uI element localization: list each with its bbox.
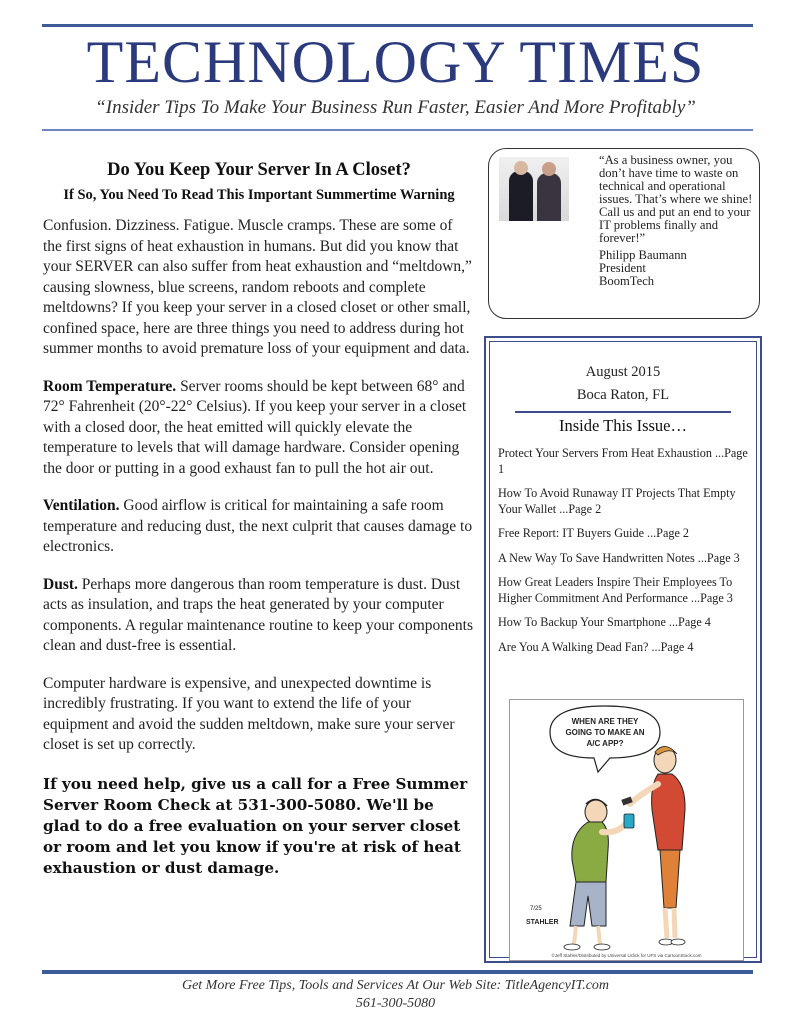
article-subtitle: If So, You Need To Read This Important Summertime Warning [63, 187, 455, 203]
quote-company: BoomTech [599, 274, 655, 288]
article-section-dust [43, 575, 475, 657]
issue-item: How To Avoid Runaway IT Projects That Empty Your Wallet ...Page 2 [498, 486, 736, 516]
quote-name: Philipp Baumann [599, 248, 687, 262]
president-quote-box [488, 148, 760, 319]
section-heading: Ventilation. [43, 497, 120, 514]
article-title: Do You Keep Your Server In A Closet? [107, 160, 411, 180]
man-on-right [621, 746, 685, 945]
masthead-title: TECHNOLOGY TIMES [86, 29, 705, 95]
article-intro: Confusion. Dizziness. Fatigue. Muscle cramps. These are some of the first signs of heat exhaustion in humans. But did you know that your SERVER can also suffer from heat exhaustion and “meltdown,” causing slowness, blue screens, random reboots and complete meltdowns? If you keep your server in a closed closet or other small, confined space, here are three things you need to address during hot summer months to avoid premature loss of your equipment and data. [43, 217, 472, 357]
issue-heading: Inside This Issue… [558, 416, 688, 435]
issue-item: Free Report: IT Buyers Guide ...Page 2 [498, 526, 690, 540]
main-article [43, 160, 475, 879]
cartoon-image [509, 699, 744, 961]
bubble-line-3: A/C APP? [586, 739, 624, 748]
section-heading: Dust. [43, 575, 78, 593]
section-text: Good airflow is critical for maintaining a safe room temperature and reducing dust, the next culprit that causes damage to electronics. [43, 497, 473, 555]
cartoon-drawing [510, 700, 744, 961]
quote-role: President [599, 261, 646, 275]
president-photo [499, 157, 569, 221]
masthead-tagline: “Insider Tips To Make Your Business Run Faster, Easier And More Profitably” [95, 97, 696, 118]
issue-item: A New Way To Save Handwritten Notes ...Page 3 [498, 550, 740, 565]
article-section-ventilation [43, 496, 475, 558]
issue-inner-frame [489, 341, 757, 958]
footer-website-line: Get More Free Tips, Tools and Services At Our Web Site: TitleAgencyIT.com [181, 978, 610, 993]
cartoon-signature: STAHLER [526, 919, 559, 926]
masthead-bottom-rule [42, 129, 753, 131]
issue-item: How Great Leaders Inspire Their Employees To Higher Commitment And Performance ...Page 3 [498, 575, 733, 605]
footer-rule [42, 970, 753, 974]
cartoon-date: 7/25 [530, 906, 542, 912]
man-on-left [564, 799, 634, 950]
article-closing: Computer hardware is expensive, and unexpected downtime is incredibly frustrating. If you want to extend the life of your equipment and avoid the sudden meltdown, make sure your server closet is set up correctly. [43, 674, 455, 753]
quote-text: “As a business owner, you don’t have time to waste on technical and operational issues. That’s where we shine! Call us and put an end to your IT problems finally and forever!” [599, 153, 753, 245]
bubble-line-2: GOING TO MAKE AN [565, 728, 645, 737]
issue-date: August 2015 [585, 364, 661, 380]
issue-location: Boca Raton, FL [576, 387, 670, 403]
inside-this-issue-box [484, 336, 762, 963]
issue-divider [515, 411, 731, 413]
footer-phone: 561-300-5080 [355, 996, 436, 1011]
article-section-room-temperature [43, 377, 475, 480]
issue-item: Protect Your Servers From Heat Exhaustion ...Page 1 [498, 446, 748, 476]
section-heading: Room Temperature. [43, 377, 177, 395]
issue-contents-list [498, 446, 753, 664]
masthead-top-rule [42, 24, 753, 27]
section-text: Server rooms should be kept between 68° and 72° Fahrenheit (20°-22° Celsius). If you keep your server in a closet with a closed door, the heat emitted will quickly elevate the temperature to levels that will damage hardware. Consider opening the door or putting in a good exhaust fan to pull the hot air out. [43, 377, 467, 477]
cartoon-credit: ©Jeff Stahler/Distributed by Universal Uclick for UFS via CartoonStock.com [551, 953, 702, 958]
issue-item: How To Backup Your Smartphone ...Page 4 [498, 615, 711, 629]
section-text: Perhaps more dangerous than room temperature is dust. Dust acts as insulation, and traps the heat generated by your computer components. A regular maintenance routine to keep your components clean and dust-free is essential. [43, 575, 474, 654]
bubble-line-1: WHEN ARE THEY [571, 717, 639, 726]
article-call-to-action: If you need help, give us a call for a Free Summer Server Room Check at 531-300-5080. We'll be glad to do a free evaluation on your server closet or room and let you know if you're at risk of heat exhaustion or dust damage. [43, 774, 468, 877]
quote-content [599, 154, 759, 288]
issue-item: Are You A Walking Dead Fan? ...Page 4 [498, 639, 694, 654]
